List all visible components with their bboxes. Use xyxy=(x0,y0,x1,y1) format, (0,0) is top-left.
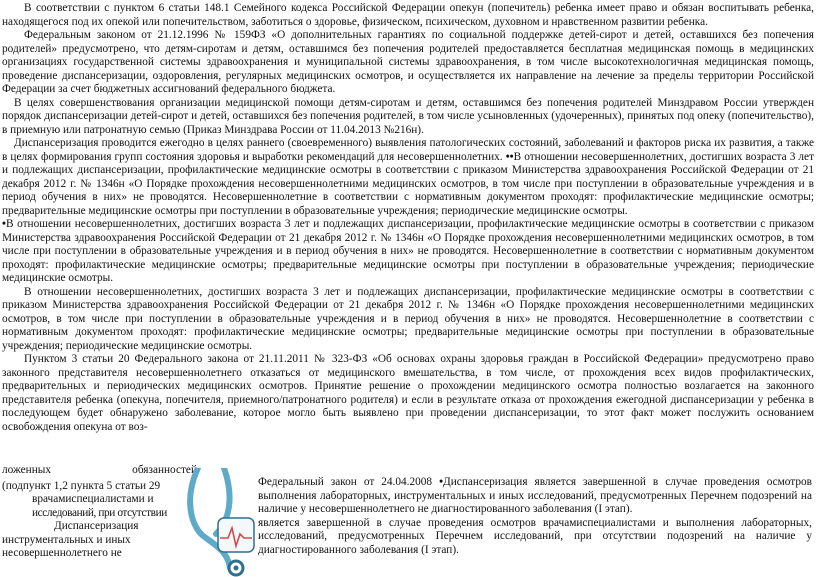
left-line-1: ложенных обязанностей xyxy=(2,464,197,476)
bullet-icon: • xyxy=(2,218,6,230)
paragraph-family-code: В соответствии с пунктом 6 статьи 148.1 Семейного кодекса Российской Федерации опекун (попечитель) ребенка имеет право и обязан воспитывать ребенка, находящегося под их опекой или попечительством, заботиться о здоровье, физическом, психическом, духовном и нравственном развитии ребенка. xyxy=(2,2,814,28)
purpose-text: Диспансеризация проводится ежегодно в целях раннего (своевременного) выявления патологических состояний, заболеваний и факторов риска их развития, а также в целях формирования групп состояния здоровья и выработки рекомендаций для несовершеннолетних. xyxy=(2,137,814,163)
paragraph-3-years-repeat-1 xyxy=(2,218,814,286)
left-line-6: инструментальных и иных xyxy=(2,533,131,546)
right-paragraph-1 xyxy=(258,476,812,517)
bullet-icon: • xyxy=(439,476,444,488)
left-line-4: исследований, при отсутствии xyxy=(32,506,167,519)
paragraph-federal-law-323: Пунктом 3 статьи 20 Федерального закона от 21.11.2011 № 323-ФЗ «Об основах охраны здоровья граждан в Российской Федерации» предусмотрено право законного представителя несовершеннолетнего отказаться от медицинского вмешательства, в том числе, от прохождения всех видов профилактических, предварительных и периодических медицинских осмотров. Принятие решение о прохождении медицинского осмотра полностью возлагается на законного представителя ребенка (опекуна, попечителя, приемного/патронатного родителя) и если в результате отказа от прохождения ежегодной диспансеризации у ребенка в последующем будет обнаружено заболевание, которое могло быть выявлено при проведении диспансеризации, то этот факт может послужить основанием освобождения опекуна от воз- xyxy=(2,353,814,433)
left-line-5: Диспансеризация xyxy=(54,520,139,532)
left-line-3: врачамиспециалистами и xyxy=(32,493,154,505)
left-line-2: (подпункт 1,2 пункта 5 статьи 29 xyxy=(2,479,161,492)
right-paragraph-2: является завершенной в случае проведения осмотров врачамиспециалистами и выполнения лабораторных, исследований, предусмотренных Перечнем исследований, при отсутствии подозрений на наличие у диагностированного заболевания (I этап). xyxy=(258,516,812,556)
paragraph-dispensarization-purpose xyxy=(2,137,814,218)
main-text xyxy=(2,2,814,434)
bullet-icon: •• xyxy=(505,150,514,163)
paragraph-ministry-order: В целях совершенствования организации медицинской помощи детям-сиротам и детям, оставшимся без попечения родителей Минздравом России утвержден порядок диспансеризации детей-сирот и детей, оставшихся без попечения родителей, в том числе усыновленных (удочеренных), принятых под опеку (попечительство), в приемную или патронатную семью (Приказ Минздрава России от 11.04.2013 №216н). xyxy=(2,96,814,136)
federal-law-2008: Федеральный закон от 24.04.2008 xyxy=(258,476,433,488)
paragraph-3-years-text-1: В отношении несовершеннолетних, достигших возраста 3 лет и подлежащих диспансеризации, профилактические медицинские осмотры в соответствии с приказом Министерства здравоохранения Российской Федерации от 21 декабря 2012 г. № 1346н «О Порядке прохождения несовершеннолетними медицинских осмотров, в том числе при поступлении в образовательные учреждения и в период обучения в них» не проводятся. Несовершеннолетние в соответствии с нормативным документом проходят: профилактические медицинские осмотры; предварительные медицинские осмотры при поступлении в образовательные учреждения; периодические медицинские осмотры. xyxy=(2,218,814,284)
left-line-7: несовершеннолетнего не xyxy=(2,547,122,559)
stage-one-text: Диспансеризация является завершенной в случае проведения осмотров выполнения лабораторных, инструментальных и иных исследований, предусмотренных Перечнем подозрений на наличие у несовершеннолетнего не диагностированного заболевания (I этап). xyxy=(258,476,813,515)
paragraph-3-years-repeat-2: В отношении несовершеннолетних, достигших возраста 3 лет и подлежащих диспансеризации, профилактические медицинские осмотры в соответствии с приказом Министерства здравоохранения Российской Федерации от 21 декабря 2012 г. № 1346н «О Порядке прохождения несовершеннолетними медицинских осмотров, в том числе при поступлении в образовательные учреждения и в период обучения в них» не проводятся. Несовершеннолетние в соответствии с нормативным документом проходят: профилактические медицинские осмотры; предварительные медицинские осмотры при поступлении в образовательные учреждения; периодические медицинские осмотры. xyxy=(2,285,814,352)
right-column-fragment xyxy=(258,476,812,557)
paragraph-3-years-note: В отношении несовершеннолетних, достигших возраста 3 лет и подлежащих диспансеризации, профилактические медицинские осмотры в соответствии с приказом Министерства здравоохранения Российской Федерации от 21 декабря 2012 г. № 1346н «О Порядке прохождения несовершеннолетними медицинских осмотров, в том числе при поступлении в образовательные учреждения и в период обучения в них» не проводятся. Несовершеннолетние в соответствии с нормативным документом проходят: профилактические медицинские осмотры; предварительные медицинские осмотры при поступлении в образовательные учреждения; периодические медицинские осмотры. xyxy=(2,150,815,217)
stethoscope-icon xyxy=(180,468,260,577)
left-column-fragment xyxy=(2,464,197,561)
paragraph-federal-law-159: Федеральным законом от 21.12.1996 № 159ФЗ «О дополнительных гарантиях по социальной поддержке детей-сирот и детей, оставшихся без попечения родителей» предусмотрено, что детям-сиротам и детям, оставшимся без попечения родителей предоставляется бесплатная медицинская помощь в медицинских организациях государственной системы здравоохранения и муниципальной системы здравоохранения, в том числе высокотехнологичная медицинская помощь, проведение диспансеризации, оздоровления, регулярных медицинских осмотров, и осуществляется их направление на лечение за пределы территории Российской Федерации за счет бюджетных ассигнований федерального бюджета. xyxy=(2,29,814,95)
